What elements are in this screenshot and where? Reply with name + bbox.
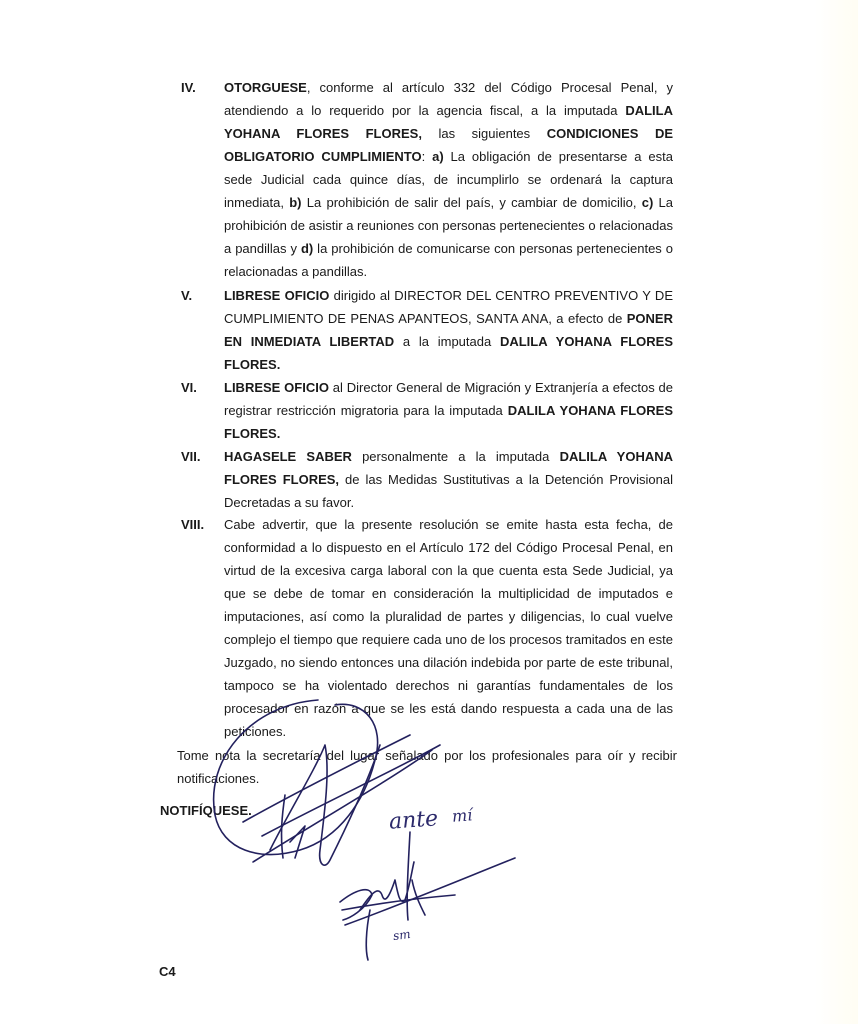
- emphasis-text: OTORGUESE: [224, 80, 307, 95]
- body-text: Cabe advertir, que la presente resolución se emite hasta esta fecha, de conformidad a lo dispuesto en el Artículo 172 del Código Procesal Penal, en virtud de la excesiva carga laboral con la que cuenta esta Sede Judicial, ya que se debe de tomar en consideración la multiplicidad de imputados e imputaciones, así como la pluralidad de partes y diligencias, lo cual vuelve complejo el tiempo que requiere cada uno de los procesos tramitados en este Juzgado, no siendo entonces una dilación indebida por parte de este tribunal, tampoco se ha violentado derechos ni garantías fundamentales de los procesador en razón a que se les está dando respuesta a cada una de las peticiones.: [224, 517, 673, 739]
- item-body: [224, 513, 673, 743]
- item-body: [224, 445, 673, 514]
- emphasis-text: a): [432, 149, 444, 164]
- emphasis-text: PONER EN INMEDIATA LIBERTAD: [224, 311, 673, 349]
- handwritten-ante: ante: [388, 806, 439, 835]
- body-text: la prohibición de comunicarse con personas pertenecientes o relacionadas a pandillas.: [224, 241, 673, 279]
- body-text: las siguientes: [421, 126, 547, 141]
- body-text: dirigido al DIRECTOR DEL CENTRO PREVENTIVO Y DE CUMPLIMIENTO DE PENAS APANTEOS, SANTA ANA, a efecto de: [224, 288, 673, 326]
- body-text: La prohibición de salir del país, y cambiar de domicilio,: [301, 195, 642, 210]
- body-text: personalmente a la imputada: [351, 449, 560, 464]
- body-text: a la imputada: [394, 334, 500, 349]
- item-body: [224, 284, 673, 376]
- emphasis-text: HAGASELE SABER: [224, 449, 352, 464]
- page-code: C4: [159, 964, 176, 979]
- item-numeral: VII.: [181, 449, 201, 464]
- emphasis-text: CONDICIONES DE OBLIGATORIO CUMPLIMIENTO: [224, 126, 673, 164]
- emphasis-text: LIBRESE OFICIO: [224, 288, 330, 303]
- emphasis-text: LIBRESE OFICIO: [224, 380, 329, 395]
- emphasis-text: DALILA YOHANA FLORES FLORES,: [224, 449, 674, 487]
- emphasis-text: c): [641, 195, 654, 210]
- emphasis-text: d): [300, 241, 314, 256]
- secretary-signature: [340, 832, 515, 960]
- item-body: [224, 76, 673, 283]
- emphasis-text: b): [289, 195, 302, 210]
- body-text: :: [421, 149, 433, 164]
- emphasis-text: DALILA YOHANA FLORES FLORES.: [224, 334, 673, 372]
- body-text: al Director General de Migración y Extranjería a efectos de registrar restricción migratoria para la imputada: [224, 380, 673, 418]
- notify-heading: NOTIFÍQUESE.: [160, 803, 252, 818]
- handwritten-mi: mí: [451, 805, 473, 826]
- emphasis-text: DALILA YOHANA FLORES FLORES.: [224, 403, 673, 441]
- body-text: La prohibición de asistir a reuniones con personas pertenecientes o relacionadas a pandillas y: [224, 195, 673, 256]
- body-text: , conforme al artículo 332 del Código Procesal Penal, y atendiendo a lo requerido por la agencia fiscal, a la imputada: [224, 80, 673, 118]
- item-body: [224, 376, 673, 445]
- emphasis-text: DALILA YOHANA FLORES FLORES,: [224, 103, 673, 141]
- body-text: La obligación de presentarse a esta sede Judicial cada quince días, de incumplirlo se ordenará la captura inmediata,: [224, 149, 673, 210]
- item-numeral: VIII.: [181, 517, 205, 532]
- item-numeral: V.: [181, 288, 193, 303]
- body-text: de las Medidas Sustitutivas a la Detención Provisional Decretadas a su favor.: [224, 472, 674, 510]
- handwritten-initials: sm: [392, 926, 412, 944]
- item-numeral: VI.: [181, 380, 197, 395]
- closing-note: Tome nota la secretaría del lugar señalado por los profesionales para oír y recibir notificaciones.: [177, 748, 677, 786]
- item-numeral: IV.: [181, 80, 196, 95]
